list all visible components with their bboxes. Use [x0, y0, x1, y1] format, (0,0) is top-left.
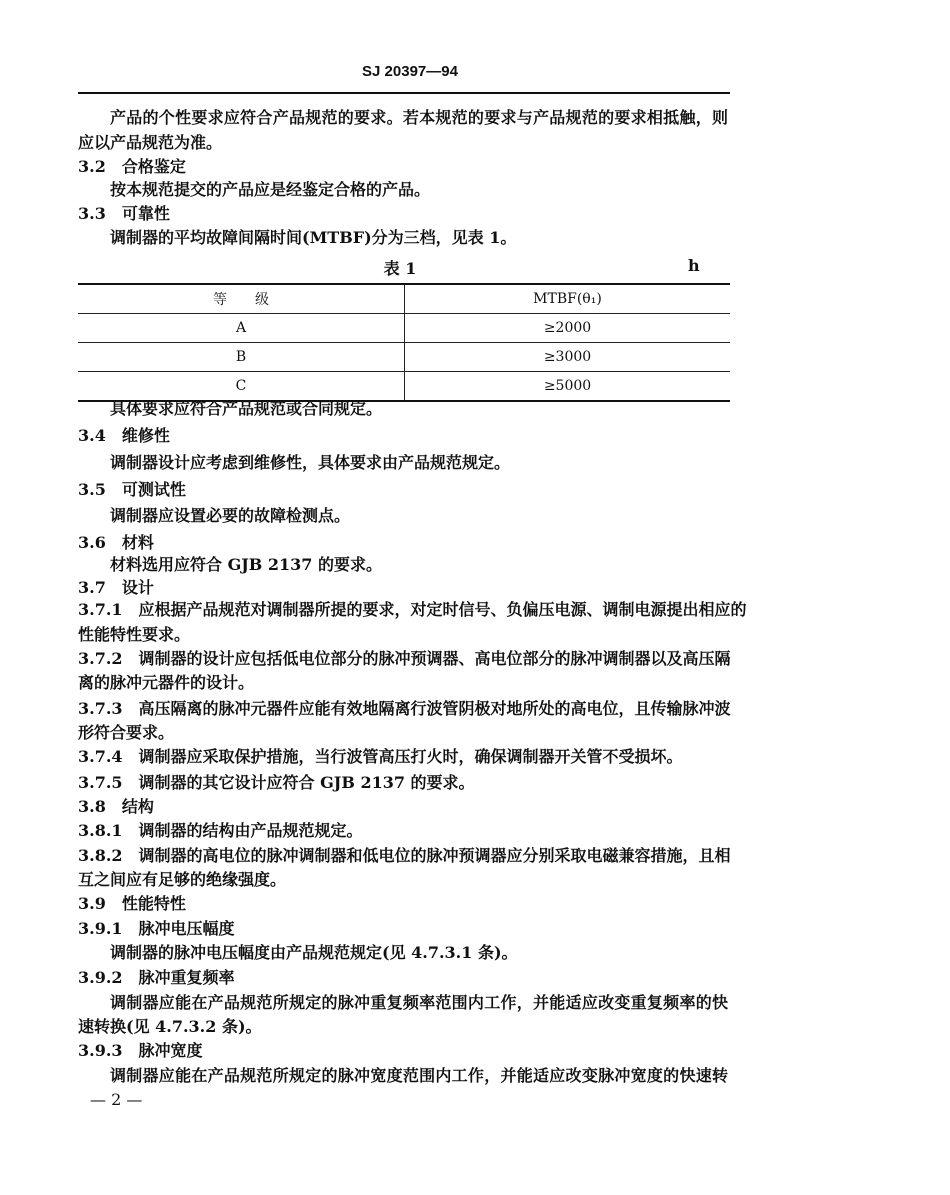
- text-line: 按本规范提交的产品应是经鉴定合格的产品。: [110, 180, 431, 199]
- text-line: 调制器应设置必要的故障检测点。: [110, 506, 351, 525]
- text-line: 3.8.1 调制器的结构由产品规范规定。: [78, 821, 363, 840]
- text-line: 调制器应能在产品规范所规定的脉冲重复频率范围内工作，并能适应改变重复频率的快: [110, 993, 729, 1012]
- text-line: 3.3 可靠性: [78, 204, 170, 223]
- text-line: 3.6 材料: [78, 533, 154, 552]
- page-number: — 2 —: [90, 1090, 143, 1109]
- text-line: 3.8 结构: [78, 797, 154, 816]
- table-cell: ≥2000: [405, 314, 731, 343]
- text-line: 3.7.1 应根据产品规范对调制器所提的要求，对定时信号、负偏压电源、调制电源提出相应的: [78, 600, 747, 619]
- table-cell: C: [78, 372, 405, 402]
- header-rule: [78, 92, 730, 94]
- text-line: 形符合要求。: [78, 723, 175, 742]
- text-line: 3.7.4 调制器应采取保护措施，当行波管高压打火时，确保调制器开关管不受损坏。: [78, 747, 683, 766]
- text-line: 产品的个性要求应符合产品规范的要求。若本规范的要求与产品规范的要求相抵触，则: [110, 108, 729, 127]
- text-line: 应以产品规范为准。: [78, 133, 223, 152]
- text-line: 3.9.2 脉冲重复频率: [78, 968, 235, 987]
- table-header-row: [78, 284, 730, 314]
- text-line: 具体要求应符合产品规范或合同规定。: [110, 399, 383, 418]
- mtbf-table: [78, 283, 730, 402]
- text-line: 3.7 设计: [78, 578, 154, 597]
- table-header-cell: 等 级: [78, 284, 405, 314]
- table-row: [78, 343, 730, 372]
- table-header-cell: MTBF(θ₁): [405, 284, 731, 314]
- text-line: 3.7.5 调制器的其它设计应符合 GJB 2137 的要求。: [78, 773, 475, 792]
- table-row: [78, 314, 730, 343]
- table-caption: 表 1: [383, 259, 417, 278]
- text-line: 速转换(见 4.7.3.2 条)。: [78, 1017, 262, 1036]
- text-line: 离的脉冲元器件的设计。: [78, 673, 255, 692]
- table-cell: ≥5000: [405, 372, 731, 402]
- text-line: 3.8.2 调制器的高电位的脉冲调制器和低电位的脉冲预调器应分别采取电磁兼容措施，且相: [78, 846, 731, 865]
- text-line: 3.9 性能特性: [78, 894, 186, 913]
- text-line: 调制器应能在产品规范所规定的脉冲宽度范围内工作，并能适应改变脉冲宽度的快速转: [110, 1066, 729, 1085]
- text-line: 3.2 合格鉴定: [78, 157, 186, 176]
- text-line: 3.7.3 高压隔离的脉冲元器件应能有效地隔离行波管阴极对地所处的高电位，且传输脉冲波: [78, 699, 731, 718]
- text-line: 3.9.3 脉冲宽度: [78, 1041, 203, 1060]
- text-line: 互之间应有足够的绝缘强度。: [78, 870, 287, 889]
- table-row: [78, 372, 730, 402]
- document-code-header: SJ 20397—94: [362, 63, 458, 80]
- table-unit: h: [688, 256, 700, 275]
- table-cell: ≥3000: [405, 343, 731, 372]
- text-line: 调制器的脉冲电压幅度由产品规范规定(见 4.7.3.1 条)。: [110, 943, 518, 962]
- text-line: 调制器的平均故障间隔时间(MTBF)分为三档，见表 1。: [110, 228, 517, 247]
- text-line: 3.9.1 脉冲电压幅度: [78, 919, 235, 938]
- table-cell: A: [78, 314, 405, 343]
- text-line: 3.5 可测试性: [78, 480, 186, 499]
- table-cell: B: [78, 343, 405, 372]
- text-line: 调制器设计应考虑到维修性，具体要求由产品规范规定。: [110, 453, 511, 472]
- text-line: 3.4 维修性: [78, 426, 170, 445]
- text-line: 性能特性要求。: [78, 625, 191, 644]
- text-line: 3.7.2 调制器的设计应包括低电位部分的脉冲预调器、高电位部分的脉冲调制器以及高压隔: [78, 649, 731, 668]
- text-line: 材料选用应符合 GJB 2137 的要求。: [110, 555, 383, 574]
